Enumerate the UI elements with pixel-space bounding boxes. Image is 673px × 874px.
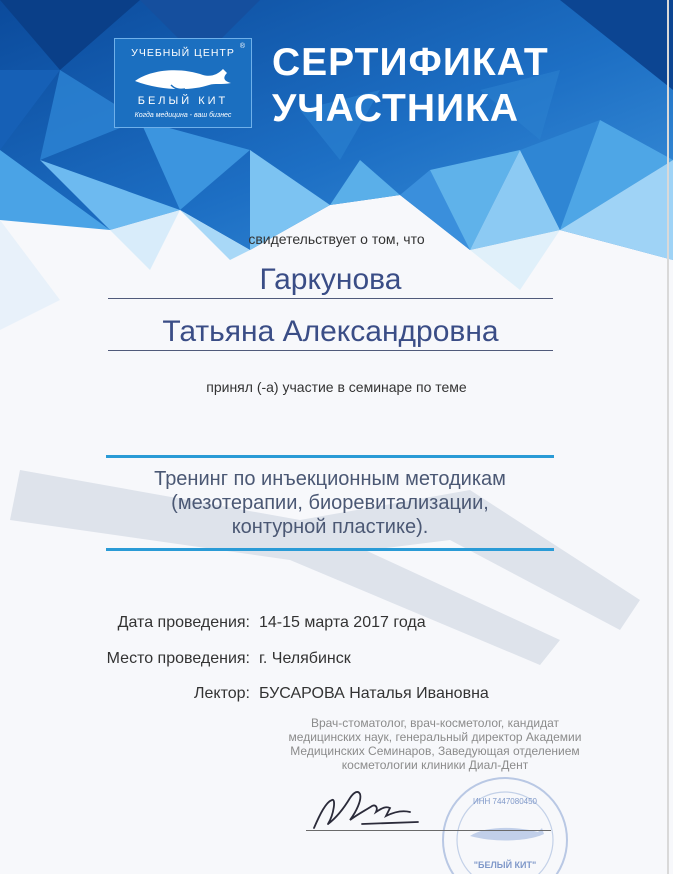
bio-line-2: медицинских наук, генеральный директор Академии (288, 730, 582, 744)
logo-name: БЕЛЫЙ КИТ (137, 95, 229, 107)
logo-slogan: Когда медицина - ваш бизнес (134, 112, 232, 119)
participant-given-names: Татьяна Александровна (108, 314, 553, 351)
participant-surname: Гаркунова (108, 262, 553, 299)
bio-line-3: Медицинских Семинаров, Заведующая отделением (290, 744, 580, 758)
whale-icon (131, 63, 235, 93)
topic-divider-bottom (106, 548, 554, 551)
lecturer-value: БУСАРОВА Наталья Ивановна (259, 685, 489, 702)
lecturer-label: Лектор: (194, 685, 250, 702)
place-value: г. Челябинск (259, 650, 351, 667)
stamp-inn-text: ИНН 7447080450 (472, 797, 538, 806)
topic-line-3: контурной пластике). (231, 516, 429, 538)
topic-divider-top (106, 455, 554, 458)
participation-text: принял (-а) участие в семинаре по теме (206, 379, 467, 395)
certificate-title (272, 40, 572, 132)
place-label: Место проведения: (106, 650, 250, 667)
stamp-name-text: "БЕЛЫЙ КИТ" (473, 860, 537, 870)
bio-line-1: Врач-стоматолог, врач-косметолог, кандидат (310, 716, 560, 730)
topic-line-2: (мезотерапии, биоревитализации, (171, 492, 489, 514)
logo-registered-mark: ® (239, 43, 245, 50)
topic-line-1: Тренинг по инъекционным методикам (154, 468, 506, 490)
lecturer-signature (306, 784, 436, 834)
logo (114, 38, 252, 128)
stamp-seal (440, 770, 570, 874)
seminar-topic (106, 467, 554, 539)
bio-line-4: косметологии клиники Диал-Дент (341, 758, 529, 772)
date-label: Дата проведения: (117, 614, 250, 631)
date-value: 14-15 марта 2017 года (259, 614, 426, 631)
title-line-2: УЧАСТНИКА (272, 87, 520, 130)
lecturer-bio (240, 716, 630, 772)
page-edge (667, 0, 669, 874)
signature-line (306, 830, 551, 831)
intro-text: свидетельствует о том, что (248, 231, 425, 247)
logo-top-text: УЧЕБНЫЙ ЦЕНТР (131, 47, 235, 59)
title-line-1: СЕРТИФИКАТ (272, 41, 549, 84)
